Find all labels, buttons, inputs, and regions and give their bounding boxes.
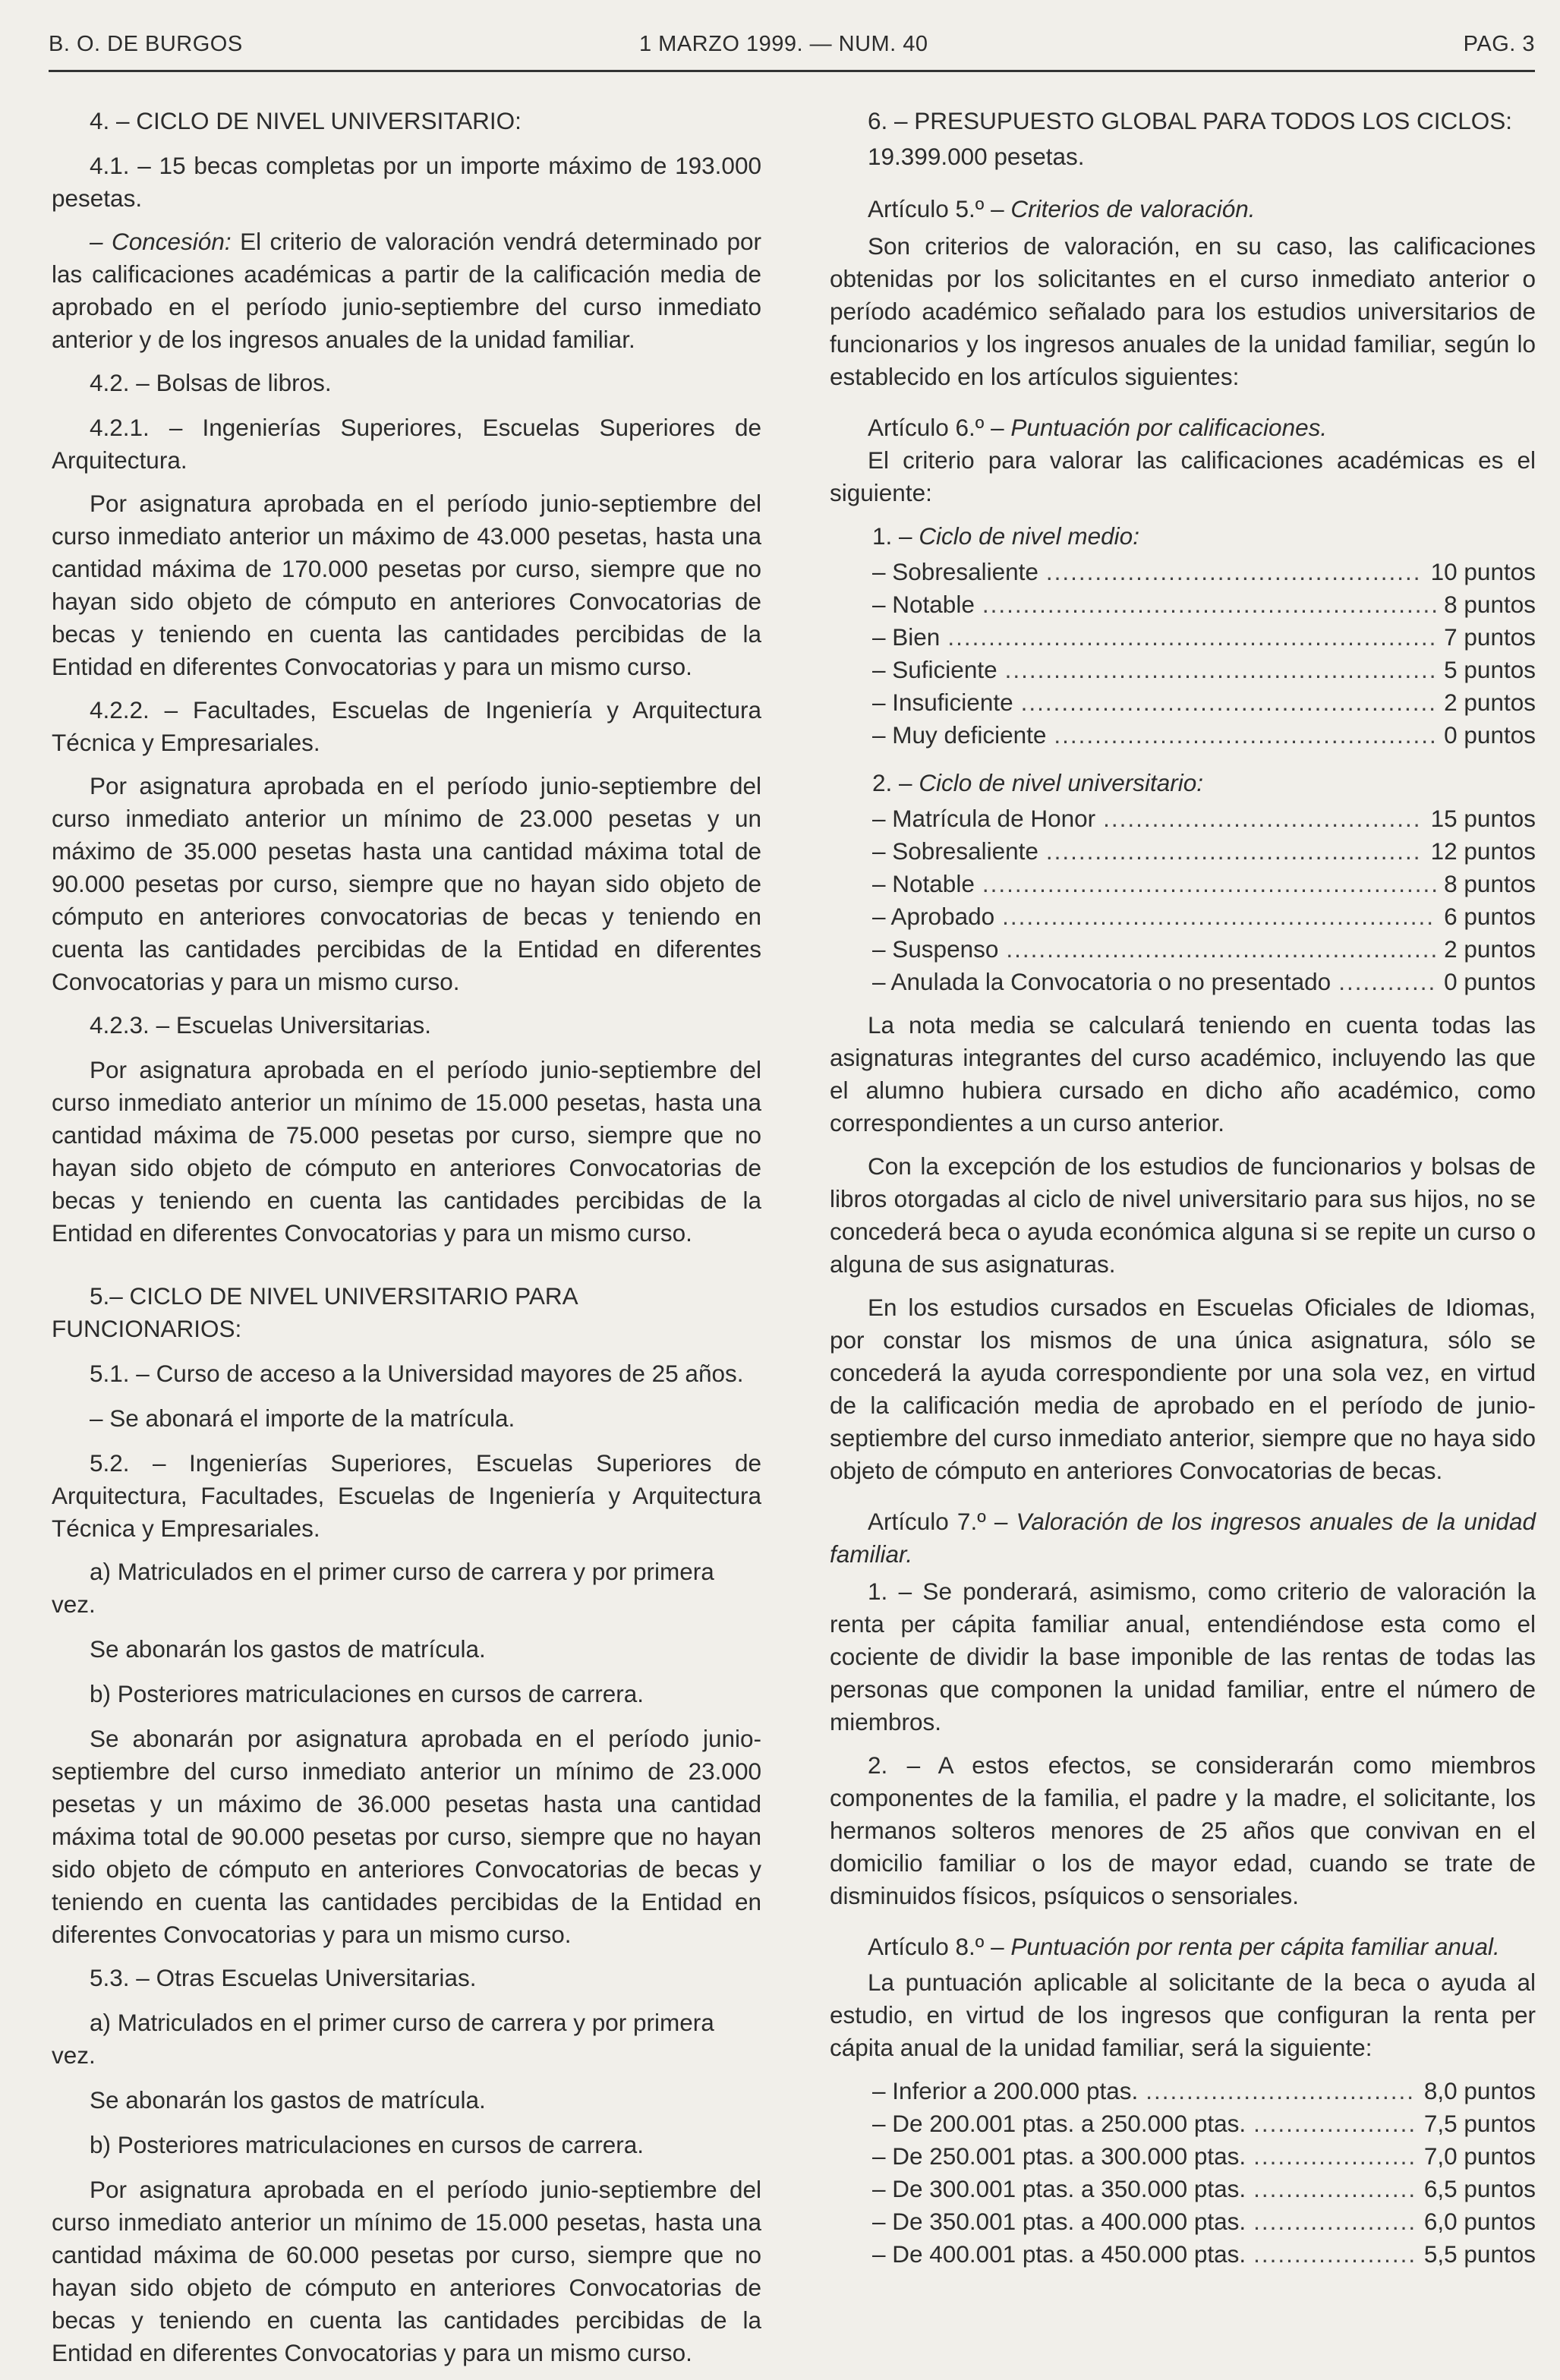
leader-dots [947,621,1436,654]
income-range-label: – De 400.001 ptas. a 450.000 ptas. [872,2240,1246,2268]
table-row [830,654,1536,686]
grade-label: – Notable [872,870,975,897]
table-row [830,588,1536,621]
leader-dots [1253,2107,1417,2140]
income-points: 6,0 puntos [1423,2208,1536,2235]
concesion-label: – Concesión: [90,228,232,255]
table-row [830,2173,1536,2205]
article-7-heading [830,1505,1536,1571]
grade-points: 12 puntos [1430,837,1536,865]
grade-label: – Suficiente [872,656,997,683]
leader-dots [1021,686,1437,719]
grade-label: – Anulada la Convocatoria o no presentado [872,968,1332,995]
section-5-3-b: b) Posteriores matriculaciones en cursos de carrera. [90,2131,644,2158]
income-range-label: – Inferior a 200.000 ptas. [872,2077,1139,2104]
medio-table [830,556,1536,752]
income-points: 7,5 puntos [1423,2110,1536,2137]
grade-points: 0 puntos [1444,721,1536,749]
section-5-2: 5.2. – Ingenierías Superiores, Escuelas Superiores de Arquitectura, Facultades, Escuelas de Ingeniería y Arquitectura Técnica y Empresariales. [52,1449,761,1542]
section-5-3-a: a) Matriculados en el primer curso de carrera y por primera vez. [52,2009,714,2069]
leader-dots [1338,966,1436,998]
leader-dots [982,588,1436,621]
section-5-2-a: a) Matriculados en el primer curso de carrera y por primera vez. [52,1558,714,1618]
article-8-heading [830,1931,1536,1963]
grade-points: 2 puntos [1444,689,1536,716]
article-5-heading [830,193,1536,225]
section-5-3: 5.3. – Otras Escuelas Universitarias. [90,1964,477,1991]
table-row [830,966,1536,998]
article-8-title: Puntuación por renta per cápita familiar anual. [1010,1933,1500,1960]
article-6-heading [830,411,1536,444]
section-4-2-3: 4.2.3. – Escuelas Universitarias. [90,1011,431,1039]
income-points: 8,0 puntos [1423,2077,1536,2104]
section-4-2-2: 4.2.2. – Facultades, Escuelas de Ingeniería y Arquitectura Técnica y Empresariales. [52,696,761,756]
medio-heading [830,520,1536,553]
article-7-paragraph-2: 2. – A estos efectos, se considerarán como miembros componentes de la familia, el padre y la madre, el solicitante, los hermanos solteros menores de 25 años que convivan en el domicilio familiar o los de mayor edad, cuando se trate de disminuidos físicos, psíquicos o sensoriales. [830,1751,1536,1909]
article-7-paragraph-1: 1. – Se ponderará, asimismo, como criterio de valoración la renta per cápita familiar anual, entendiéndose esta como el cociente de dividir la base imponible de las rentas de todas las personas que componen la unidad familiar, entre el número de miembros. [830,1578,1536,1735]
article-6-number: Artículo 6.º – [868,414,1004,441]
leader-dots [982,868,1436,900]
leader-dots [1253,2140,1417,2173]
table-row [830,2238,1536,2271]
leader-dots [1253,2205,1417,2238]
grade-label: – Matrícula de Honor [872,805,1096,832]
article-5-title: Criterios de valoración. [1010,195,1256,222]
universitario-heading [830,767,1536,799]
table-row [830,556,1536,588]
grade-points: 6 puntos [1444,903,1536,930]
article-8-text: La puntuación aplicable al solicitante de la beca o ayuda al estudio, en virtud de los ingresos que configuran la renta per cápita anual de la unidad familiar, será la siguiente: [830,1969,1536,2061]
table-row [830,2107,1536,2140]
section-6-title: 6. – PRESUPUESTO GLOBAL PARA TODOS LOS CICLOS: [868,107,1513,134]
grade-label: – Sobresaliente [872,558,1038,585]
section-5-2-a2: Se abonarán los gastos de matrícula. [90,1635,486,1663]
grade-label: – Suspenso [872,935,999,963]
nota-media-text: La nota media se calculará teniendo en cuenta todas las asignaturas integrantes del curso académico, incluyendo las que el alumno hubiera cursado en dicho año académico, como correspondientes a un curso anterior. [830,1011,1536,1136]
universitario-table [830,802,1536,998]
table-row [830,802,1536,835]
section-5-1: 5.1. – Curso de acceso a la Universidad mayores de 25 años. [90,1360,744,1387]
renta-table [830,2075,1536,2271]
table-row [830,686,1536,719]
section-5-3-a2: Se abonarán los gastos de matrícula. [90,2086,486,2114]
table-row [830,868,1536,900]
grade-points: 8 puntos [1444,870,1536,897]
header-date-number: 1 MARZO 1999. — NUM. 40 [639,32,928,56]
medio-title: Ciclo de nivel medio: [919,522,1139,550]
universitario-title: Ciclo de nivel universitario: [919,769,1203,796]
leader-dots [1253,2238,1417,2271]
section-4-2: 4.2. – Bolsas de libros. [90,369,332,396]
article-6-text: El criterio para valorar las calificaciones académicas es el siguiente: [830,446,1536,506]
right-column [830,105,1536,2271]
leader-dots [1046,556,1423,588]
grade-points: 15 puntos [1430,805,1536,832]
table-row [830,2075,1536,2107]
income-range-label: – De 350.001 ptas. a 400.000 ptas. [872,2208,1246,2235]
section-5-3-text: Por asignatura aprobada en el período junio-septiembre del curso inmediato anterior un mínimo de 15.000 pesetas, hasta una cantidad máxima de 60.000 pesetas por curso, siempre que no hayan sido objeto de cómputo en anteriores Convocatorias de becas y teniendo en cuenta las cantidades percibidas de la Entidad en diferentes Convocatorias y para un mismo curso. [52,2176,761,2366]
grade-label: – Notable [872,591,975,618]
grade-points: 0 puntos [1444,968,1536,995]
section-5-1-text: – Se abonará el importe de la matrícula. [90,1404,515,1432]
section-4-1: 4.1. – 15 becas completas por un importe máximo de 193.000 pesetas. [52,152,761,212]
income-points: 5,5 puntos [1423,2240,1536,2268]
article-7-number: Artículo 7.º – [868,1508,1008,1535]
section-5-2-b: b) Posteriores matriculaciones en cursos de carrera. [90,1680,644,1707]
section-4-concesion [52,225,761,356]
table-row [830,719,1536,752]
grade-points: 10 puntos [1430,558,1536,585]
grade-label: – Aprobado [872,903,995,930]
grade-points: 7 puntos [1444,623,1536,651]
idiomas-text: En los estudios cursados en Escuelas Oficiales de Idiomas, por constar los mismos de una única asignatura, sólo se concederá la ayuda correspondiente por una sola vez, en virtud de la calificación media de aprobado en el período de junio-septiembre del curso inmediato anterior, siempre que no haya sido objeto de cómputo en anteriores Convocatorias de becas. [830,1294,1536,1484]
grade-label: – Sobresaliente [872,837,1038,865]
page-header [49,32,1535,62]
excepcion-text: Con la excepción de los estudios de funcionarios y bolsas de libros otorgadas al ciclo de nivel universitario para sus hijos, no se concederá beca o ayuda económica alguna si se repite un curso o alguna de sus asignaturas. [830,1152,1536,1278]
section-4-title: 4. – CICLO DE NIVEL UNIVERSITARIO: [90,107,522,134]
section-5-2-text: Se abonarán por asignatura aprobada en el período junio-septiembre del curso inmediato anterior un mínimo de 23.000 pesetas y un máximo de 36.000 pesetas hasta una cantidad máxima total de 90.000 pesetas por curso, siempre que no hayan sido objeto de cómputo en anteriores Convocatorias de becas y teniendo en cuenta las cantidades percibidas de la Entidad en diferentes Convocatorias y para un mismo curso. [52,1725,761,1948]
leader-dots [1046,835,1423,868]
grade-label: – Muy deficiente [872,721,1047,749]
leader-dots [1054,719,1436,752]
header-page-number: PAG. 3 [1463,32,1535,56]
header-publication: B. O. DE BURGOS [49,32,243,56]
leader-dots [1006,933,1436,966]
table-row [830,835,1536,868]
article-5-text: Son criterios de valoración, en su caso, las calificaciones obtenidas por los solicitantes en el curso inmediato anterior o período académico señalado para los estudios universitarios de funcionarios y los ingresos anuales de la unidad familiar, según lo establecido en los artículos siguientes: [830,232,1536,390]
leader-dots [1146,2075,1417,2107]
table-row [830,2140,1536,2173]
leader-dots [1002,900,1436,933]
income-range-label: – De 200.001 ptas. a 250.000 ptas. [872,2110,1246,2137]
medio-number: 1. – [872,522,912,550]
grade-points: 5 puntos [1444,656,1536,683]
table-row [830,2205,1536,2238]
income-range-label: – De 250.001 ptas. a 300.000 ptas. [872,2142,1246,2170]
grade-points: 8 puntos [1444,591,1536,618]
table-row [830,933,1536,966]
income-points: 6,5 puntos [1423,2175,1536,2202]
table-row [830,621,1536,654]
section-4-2-1-text: Por asignatura aprobada en el período junio-septiembre del curso inmediato anterior un máximo de 43.000 pesetas, hasta una cantidad máxima de 170.000 pesetas por curso, siempre que no hayan sido objeto de cómputo en anteriores Convocatorias de becas y teniendo en cuenta las cantidades percibidas de la Entidad en diferentes Convocatorias y para un mismo curso. [52,490,761,680]
leader-dots [1005,654,1437,686]
income-points: 7,0 puntos [1423,2142,1536,2170]
concesion-text: El criterio de valoración vendrá determinado por las calificaciones académicas a partir de la calificación media de aprobado en el período junio-septiembre del curso inmediato anterior y de los ingresos anuales de la unidad familiar. [52,228,761,353]
universitario-number: 2. – [872,769,912,796]
section-6-amount: 19.399.000 pesetas. [868,143,1085,170]
grade-label: – Bien [872,623,941,651]
left-column [52,105,761,2380]
section-4-2-2-text: Por asignatura aprobada en el período junio-septiembre del curso inmediato anterior un mínimo de 23.000 pesetas y un máximo de 35.000 pesetas hasta una cantidad máxima total de 90.000 pesetas por curso, siempre que no hayan sido objeto de cómputo en anteriores convocatorias de becas y teniendo en cuenta las cantidades percibidas de la Entidad en diferentes Convocatorias y para un mismo curso. [52,772,761,995]
section-4-2-3-text: Por asignatura aprobada en el período junio-septiembre del curso inmediato anterior un mínimo de 15.000 pesetas, hasta una cantidad máxima de 75.000 pesetas por curso, siempre que no hayan sido objeto de cómputo en anteriores Convocatorias de becas y teniendo en cuenta las cantidades percibidas de la Entidad en diferentes Convocatorias y para un mismo curso. [52,1056,761,1247]
article-8-number: Artículo 8.º – [868,1933,1004,1960]
article-6-title: Puntuación por calificaciones. [1010,414,1328,441]
section-5-title: 5.– CICLO DE NIVEL UNIVERSITARIO PARA FUNCIONARIOS: [52,1282,577,1342]
header-rule [49,70,1535,72]
leader-dots [1103,802,1423,835]
income-range-label: – De 300.001 ptas. a 350.000 ptas. [872,2175,1246,2202]
article-5-number: Artículo 5.º – [868,195,1004,222]
grade-points: 2 puntos [1444,935,1536,963]
section-4-2-1: 4.2.1. – Ingenierías Superiores, Escuelas Superiores de Arquitectura. [52,414,761,474]
leader-dots [1253,2173,1417,2205]
table-row [830,900,1536,933]
grade-label: – Insuficiente [872,689,1013,716]
article-7-title: Valoración de los ingresos anuales de la unidad familiar. [830,1508,1536,1568]
